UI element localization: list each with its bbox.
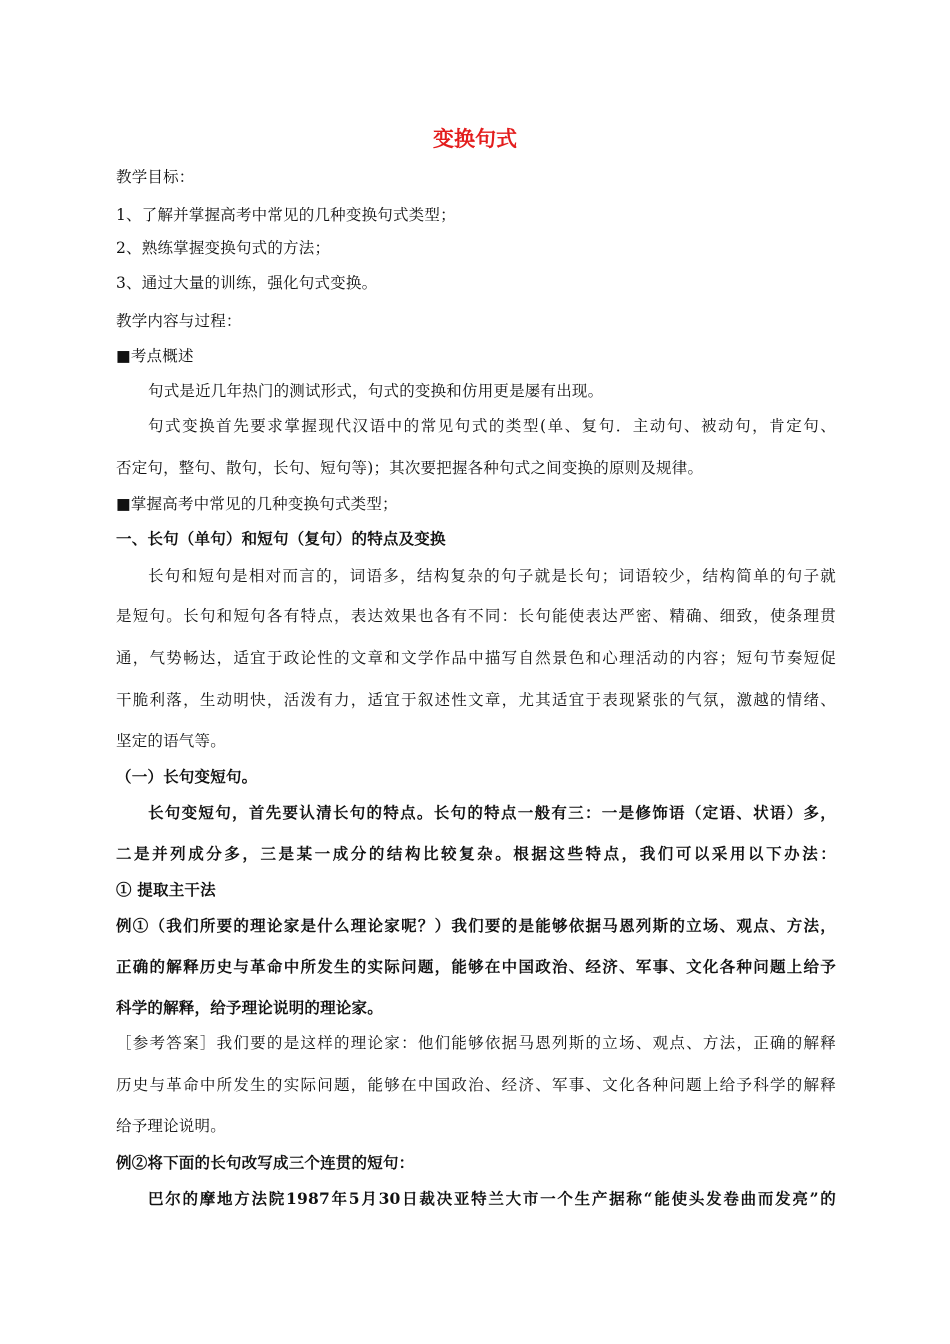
paragraph-line: 否定句，整句、散句，长句、短句等)；其次要把握各种句式之间变换的原则及规律。 — [116, 459, 704, 477]
paragraph-line: 长句和短句是相对而言的，词语多，结构复杂的句子就是长句；词语较少，结构简单的句子就 — [148, 567, 836, 585]
section-heading-goals: 教学目标： — [116, 168, 195, 186]
example-heading: 例②将下面的长句改写成三个连贯的短句： — [116, 1153, 415, 1172]
answer-line: ［参考答案］我们要的是这样的理论家：他们能够依据马恩列斯的立场、观点、方法，正确的解释 — [116, 1034, 836, 1052]
section-heading-process: 教学内容与过程： — [116, 312, 242, 330]
section-heading-1: 一、长句（单句）和短句（复句）的特点及变换 — [116, 529, 446, 548]
goal-item-2: 2、熟练掌握变换句式的方法； — [116, 239, 331, 257]
method-heading: ① 提取主干法 — [116, 880, 216, 899]
paragraph-line: 句式是近几年热门的测试形式，句式的变换和仿用更是屡有出现。 — [148, 382, 604, 400]
subheading-types: ■掌握高考中常见的几种变换句式类型； — [116, 495, 398, 513]
document-title: 变换句式 — [433, 127, 517, 151]
paragraph-line: 二是并列成分多，三是某一成分的结构比较复杂。根据这些特点，我们可以采用以下办法： — [116, 844, 836, 863]
example-line: 科学的解释，给予理论说明的理论家。 — [116, 998, 383, 1017]
paragraph-line: 干脆利落，生动明快，活泼有力，适宜于叙述性文章，尤其适宜于表现紧张的气氛，激越的情绪、 — [116, 691, 836, 709]
goal-item-1: 1、了解并掌握高考中常见的几种变换句式类型； — [116, 206, 456, 224]
paragraph-line: 坚定的语气等。 — [116, 732, 226, 750]
paragraph-line: 通，气势畅达，适宜于政论性的文章和文学作品中描写自然景色和心理活动的内容；短句节奏短促 — [116, 649, 836, 667]
goal-item-3: 3、通过大量的训练，强化句式变换。 — [116, 274, 378, 292]
answer-line: 历史与革命中所发生的实际问题，能够在中国政治、经济、军事、文化各种问题上给予科学的解释 — [116, 1076, 836, 1094]
subsection-heading: （一）长句变短句。 — [116, 767, 258, 786]
example-line: 例①（我们所要的理论家是什么理论家呢？）我们要的是能够依据马恩列斯的立场、观点、方法， — [116, 916, 836, 935]
example-line: 巴尔的摩地方法院1987年5月30日裁决亚特兰大市一个生产据称“能使头发卷曲而发亮”的 — [148, 1189, 836, 1208]
subheading-overview: ■考点概述 — [116, 347, 194, 365]
paragraph-line: 是短句。长句和短句各有特点，表达效果也各有不同：长句能使表达严密、精确、细致，使条理贯 — [116, 607, 836, 625]
answer-line: 给予理论说明。 — [116, 1117, 226, 1135]
paragraph-line: 句式变换首先要求掌握现代汉语中的常见句式的类型(单、复句．主动句、被动句，肯定句、 — [148, 417, 836, 435]
example-line: 正确的解释历史与革命中所发生的实际问题，能够在中国政治、经济、军事、文化各种问题上给予 — [116, 957, 836, 976]
paragraph-line: 长句变短句，首先要认清长句的特点。长句的特点一般有三：一是修饰语（定语、状语）多， — [148, 803, 836, 822]
